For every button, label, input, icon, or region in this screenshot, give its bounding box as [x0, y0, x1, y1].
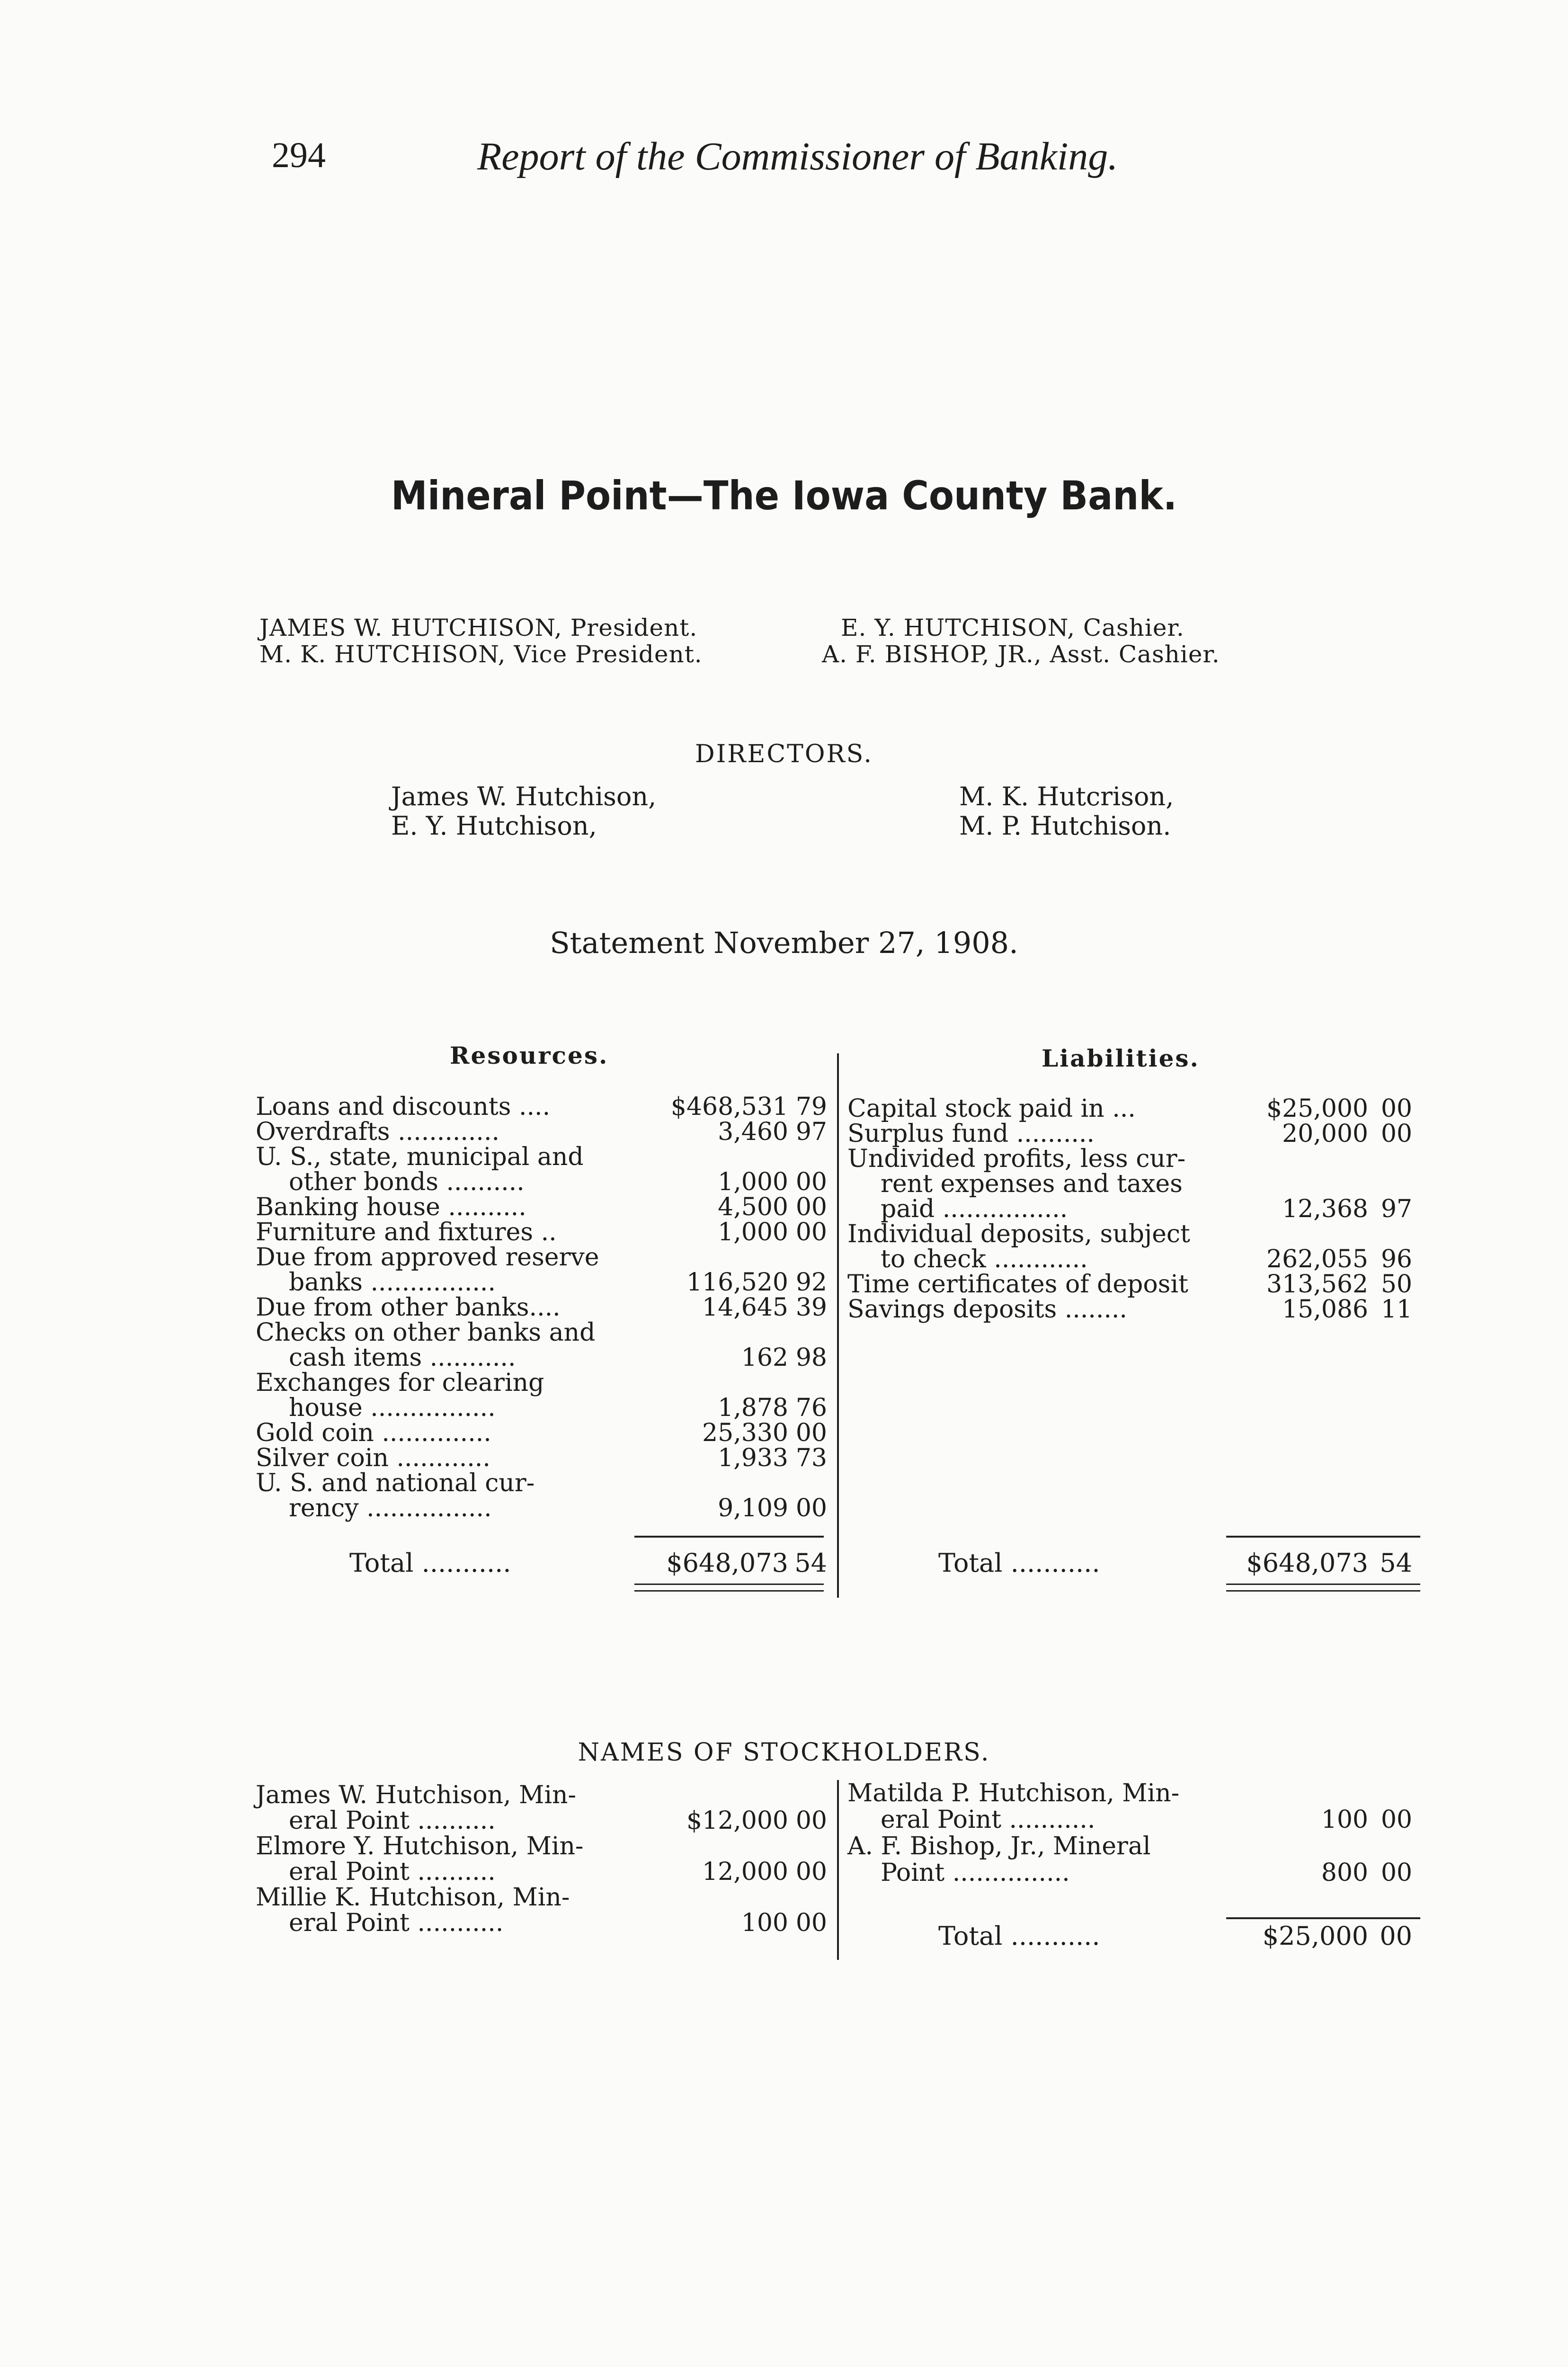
ledger-item-dollars: 100 — [741, 1909, 788, 1937]
ledger-item-label: rency ................ — [289, 1494, 492, 1522]
ledger-item-cents: 11 — [1381, 1295, 1412, 1324]
ledger-item-dollars: 116,520 — [686, 1268, 788, 1297]
ledger-item-label: Overdrafts ............. — [256, 1118, 500, 1146]
ledger-item-label: Gold coin .............. — [256, 1419, 491, 1447]
ledger-item-cents: 00 — [1381, 1806, 1412, 1834]
ledger-item-cents: 00 — [795, 1494, 827, 1522]
stockholders-total-cents: 00 — [1380, 1921, 1412, 1951]
ledger-item-dollars: 3,460 — [718, 1118, 788, 1146]
ledger-item-cents: 00 — [1381, 1859, 1412, 1887]
ledger-item-label: Matilda P. Hutchison, Min- — [847, 1779, 1180, 1807]
resources-double-rule — [634, 1584, 824, 1592]
ledger-item-label: Millie K. Hutchison, Min- — [256, 1883, 570, 1912]
liabilities-double-rule — [1226, 1584, 1420, 1592]
ledger-item-dollars: 15,086 — [1282, 1295, 1368, 1324]
ledger-item-dollars: 12,000 — [702, 1858, 788, 1886]
ledger-item-label: U. S., state, municipal and — [256, 1143, 584, 1171]
bank-title: Mineral Point—The Iowa County Bank. — [391, 472, 1177, 519]
ledger-item-label: Banking house .......... — [256, 1193, 526, 1221]
ledger-item-label: Due from other banks.... — [256, 1293, 561, 1322]
ledger-item-dollars: 162 — [741, 1344, 788, 1372]
ledger-item-cents: 00 — [795, 1858, 827, 1886]
ledger-item-label: Elmore Y. Hutchison, Min- — [256, 1832, 584, 1860]
ledger-item-dollars: $12,000 — [686, 1806, 788, 1835]
ledger-item-label: Point ............... — [881, 1859, 1070, 1887]
ledger-item-label: Loans and discounts .... — [256, 1093, 551, 1121]
liabilities-heading: Liabilities. — [1042, 1044, 1200, 1072]
ledger-item-cents: 00 — [795, 1806, 827, 1835]
ledger-item-cents: 97 — [1381, 1195, 1412, 1223]
ledger-item-cents: 00 — [795, 1168, 827, 1196]
ledger-item-dollars: 4,500 — [718, 1193, 788, 1221]
ledger-item-dollars: 12,368 — [1282, 1195, 1368, 1223]
ledger-item-dollars: 1,878 — [718, 1394, 788, 1422]
director-right-1: M. K. Hutcrison, — [959, 782, 1174, 811]
ledger-item-cents: 39 — [795, 1293, 827, 1322]
liabilities-total-label: Total ........... — [938, 1548, 1100, 1578]
ledger-item-cents: 98 — [795, 1344, 827, 1372]
resources-total-label: Total ........... — [349, 1548, 511, 1578]
ledger-item-label: to check ............ — [881, 1245, 1088, 1273]
ledger-item-dollars: 20,000 — [1282, 1120, 1368, 1148]
ledger-item-cents: 96 — [1381, 1245, 1412, 1273]
ledger-item-label: Checks on other banks and — [256, 1318, 596, 1347]
ledger-item-cents: 00 — [795, 1218, 827, 1246]
ledger-item-dollars: 14,645 — [702, 1293, 788, 1322]
ledger-item-dollars: 25,330 — [702, 1419, 788, 1447]
ledger-item-cents: 00 — [1381, 1120, 1412, 1148]
stockholders-divider — [837, 1780, 839, 1960]
resources-total-dollars: $648,073 — [666, 1548, 788, 1578]
ledger-item-cents: 00 — [795, 1419, 827, 1447]
director-right-2: M. P. Hutchison. — [959, 811, 1171, 841]
ledger-item-label: rent expenses and taxes — [881, 1170, 1183, 1198]
statement-date: Statement November 27, 1908. — [550, 925, 1018, 960]
page-number: 294 — [272, 135, 326, 175]
statement-divider — [837, 1053, 839, 1598]
ledger-item-label: Individual deposits, subject — [847, 1220, 1190, 1248]
ledger-item-dollars: 1,000 — [718, 1218, 788, 1246]
ledger-item-label: A. F. Bishop, Jr., Mineral — [847, 1832, 1151, 1860]
ledger-item-label: James W. Hutchison, Min- — [256, 1781, 577, 1809]
ledger-item-dollars: 100 — [1321, 1806, 1368, 1834]
liabilities-total-cents: 54 — [1380, 1548, 1412, 1578]
resources-heading: Resources. — [450, 1041, 609, 1069]
liabilities-total-dollars: $648,073 — [1246, 1548, 1368, 1578]
ledger-item-label: Silver coin ............ — [256, 1444, 490, 1472]
ledger-item-label: other bonds .......... — [289, 1168, 525, 1196]
stockholders-heading: NAMES OF STOCKHOLDERS. — [578, 1738, 990, 1767]
directors-heading: DIRECTORS. — [695, 740, 873, 768]
ledger-item-dollars: $25,000 — [1266, 1095, 1368, 1123]
ledger-item-label: Undivided profits, less cur- — [847, 1145, 1186, 1173]
ledger-item-dollars: 1,000 — [718, 1168, 788, 1196]
ledger-item-dollars: $468,531 — [670, 1093, 788, 1121]
stockholders-total-rule — [1226, 1917, 1420, 1919]
ledger-item-cents: 76 — [795, 1394, 827, 1422]
ledger-item-label: U. S. and national cur- — [256, 1469, 535, 1497]
ledger-item-label: paid ................ — [881, 1195, 1068, 1223]
director-left-1: James W. Hutchison, — [391, 782, 657, 811]
ledger-item-label: Due from approved reserve — [256, 1243, 599, 1272]
ledger-item-label: Exchanges for clearing — [256, 1369, 544, 1397]
ledger-item-label: cash items ........... — [289, 1344, 516, 1372]
stockholders-total-label: Total ........... — [938, 1921, 1100, 1951]
ledger-item-cents: 00 — [1381, 1095, 1412, 1123]
running-title: Report of the Commissioner of Banking. — [477, 134, 1118, 178]
ledger-item-cents: 79 — [795, 1093, 827, 1121]
ledger-item-dollars: 800 — [1321, 1859, 1368, 1887]
resources-total-rule — [634, 1536, 824, 1538]
ledger-item-cents: 00 — [795, 1909, 827, 1937]
officer-right-1: E. Y. HUTCHISON, Cashier. — [841, 614, 1185, 641]
ledger-item-label: eral Point .......... — [289, 1858, 496, 1886]
ledger-item-dollars: 313,562 — [1266, 1270, 1368, 1299]
ledger-item-label: Furniture and fixtures .. — [256, 1218, 557, 1246]
liabilities-total-rule — [1226, 1536, 1420, 1538]
officer-right-2: A. F. BISHOP, JR., Asst. Cashier. — [822, 641, 1220, 668]
ledger-item-label: eral Point .......... — [289, 1806, 496, 1835]
ledger-item-label: eral Point ........... — [881, 1806, 1096, 1834]
ledger-item-dollars: 262,055 — [1266, 1245, 1368, 1273]
ledger-item-label: Surplus fund .......... — [847, 1120, 1095, 1148]
ledger-item-label: banks ................ — [289, 1268, 496, 1297]
ledger-item-dollars: 1,933 — [718, 1444, 788, 1472]
ledger-item-label: Time certificates of deposit — [847, 1270, 1188, 1299]
ledger-item-label: Savings deposits ........ — [847, 1295, 1127, 1324]
officer-left-1: JAMES W. HUTCHISON, President. — [259, 614, 698, 641]
ledger-item-dollars: 9,109 — [718, 1494, 788, 1522]
ledger-item-cents: 73 — [795, 1444, 827, 1472]
stockholders-total-dollars: $25,000 — [1262, 1921, 1368, 1951]
ledger-item-cents: 00 — [795, 1193, 827, 1221]
director-left-2: E. Y. Hutchison, — [391, 811, 597, 841]
ledger-item-cents: 92 — [795, 1268, 827, 1297]
ledger-item-label: house ................ — [289, 1394, 496, 1422]
ledger-item-label: eral Point ........... — [289, 1909, 504, 1937]
ledger-item-cents: 50 — [1381, 1270, 1412, 1299]
ledger-item-cents: 97 — [795, 1118, 827, 1146]
officer-left-2: M. K. HUTCHISON, Vice President. — [259, 641, 703, 668]
resources-total-cents: 54 — [794, 1548, 827, 1578]
ledger-item-label: Capital stock paid in ... — [847, 1095, 1136, 1123]
